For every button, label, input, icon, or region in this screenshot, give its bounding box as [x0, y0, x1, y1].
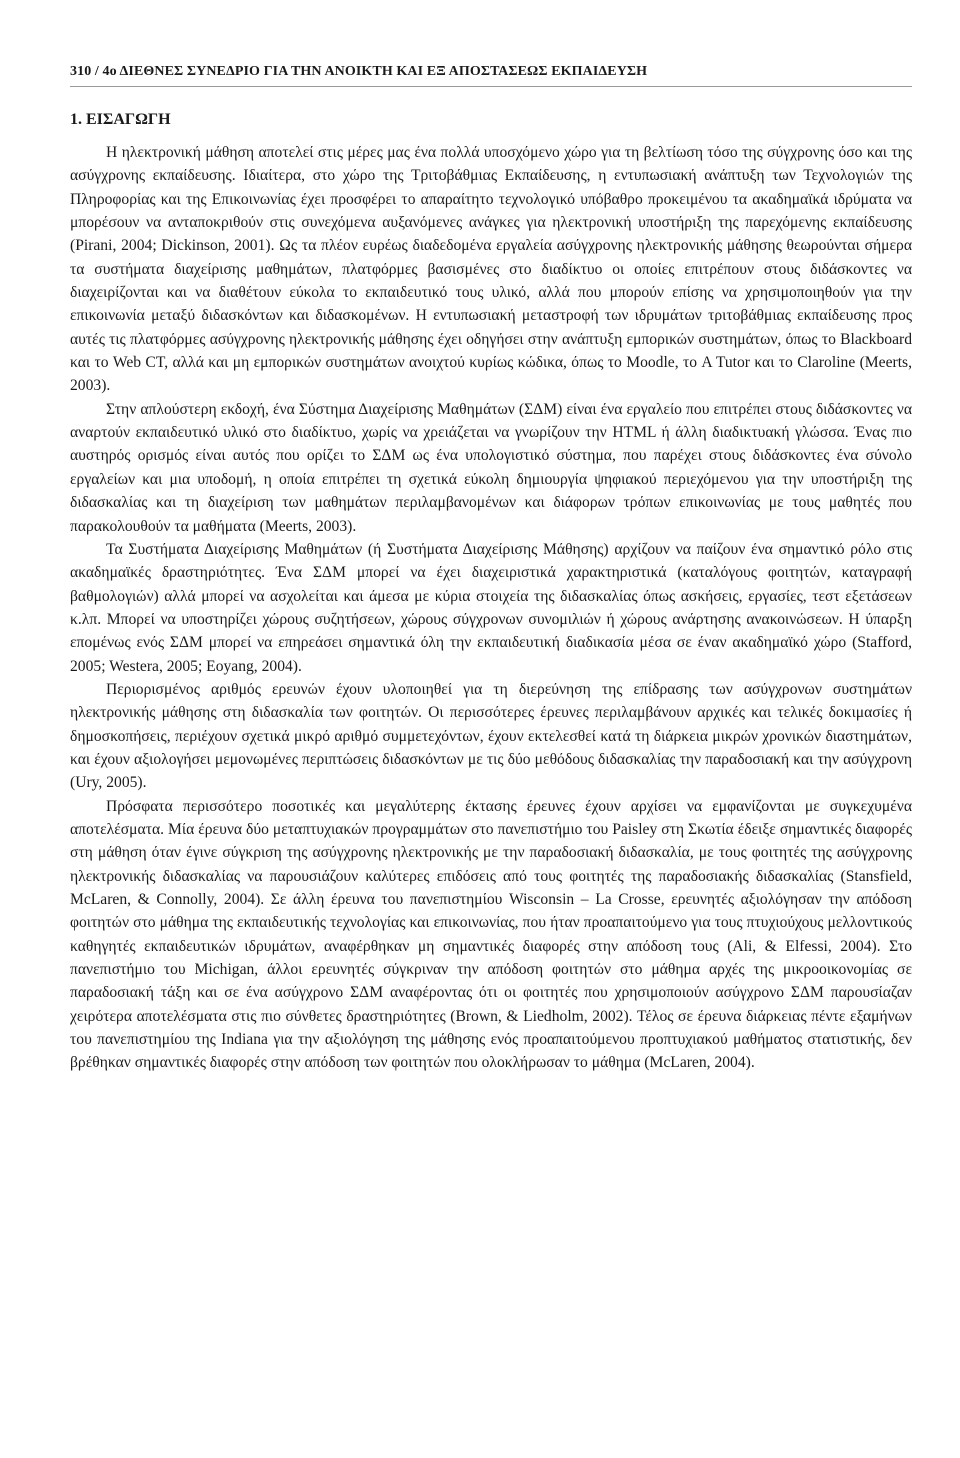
- body-text: [70, 141, 912, 1075]
- paragraph-recent-research: Πρόσφατα περισσότερο ποσοτικές και μεγαλύτερης έκτασης έρευνες έχουν αρχίσει να εμφανίζονται με συγκεχυμένα αποτελέσματα. Μία έρευνα δύο μεταπτυχιακών προγραμμάτων στο πανεπιστήμιο του Paisley στη Σκωτία έδειξε σημαντικές διαφορές στη μάθηση όταν έγινε σύγκριση της ασύγχρονης ηλεκτρονικής με την παραδοσιακή διδασκαλία, με τους φοιτητές της ασύγχρονης ηλεκτρονικής διδασκαλίας να παρουσιάζουν καλύτερες επιδόσεις από τους φοιτητές της παραδοσιακής διδασκαλίας (Stansfield, McLaren, & Connolly, 2004). Σε άλλη έρευνα του πανεπιστημίου Wisconsin – La Crosse, ερευνητές αξιολόγησαν την απόδοση φοιτητών στο μάθημα της εκπαιδευτικής τεχνολογίας και επικοινωνίας, που ήταν προαπαιτούμενο για τους πτυχιούχους μελλοντικούς καθηγητές εκπαιδευτικών ιδρυμάτων, αναφέρθηκαν μη σημαντικές διαφορές στην απόδοση τους (Ali, & Elfessi, 2004). Στο πανεπιστήμιο του Michigan, άλλοι ερευνητές σύγκριναν την απόδοση φοιτητών στο μάθημα αρχές της μικροοικονομίας σε παραδοσιακή τάξη και σε ένα ασύγχρονο ΣΔΜ αναφέροντας ότι οι φοιτητές που χρησιμοποιούν ασύγχρονο ΣΔΜ παρουσίαζαν χειρότερα αποτελέσματα στις πιο σύνθετες δραστηριότητες (Brown, & Liedholm, 2002). Τέλος σε έρευνα διάρκειας πέντε εξαμήνων του πανεπιστημίου της Indiana για την αξιολόγηση της μάθησης ενός προαπαιτούμενου προπτυχιακού μαθήματος στατιστικής, δεν βρέθηκαν σημαντικές διαφορές στην απόδοση των φοιτητών που ολοκλήρωσαν το μάθημα (McLaren, 2004).: [70, 797, 912, 1072]
- paragraph-intro: Η ηλεκτρονική μάθηση αποτελεί στις μέρες μας ένα πολλά υποσχόμενο χώρο για τη βελτίωση τόσο της σύγχρονης όσο και της ασύγχρονης εκπαίδευσης. Ιδιαίτερα, στο χώρο της Τριτοβάθμιας Εκπαίδευσης, η εντυπωσιακή ανάπτυξη των Τεχνολογιών της Πληροφορίας και της Επικοινωνίας έχει προσφέρει το απαραίτητο τεχνολογικό υπόβαθρο προκειμένου τα ακαδημαϊκά ιδρύματα να μπορέσουν να ανταποκριθούν στις συνεχόμενα αυξανόμενες ανάγκες για ηλεκτρονική υποστήριξη της παρεχόμενης εκπαίδευσης (Pirani, 2004; Dickinson, 2001). Ως τα πλέον ευρέως διαδεδομένα εργαλεία ασύγχρονης ηλεκτρονικής μάθησης θεωρούνται σήμερα τα συστήματα διαχείρισης μαθημάτων, πλατφόρμες βασισμένες στο διαδίκτυο οι οποίες επιτρέπουν στους διδάσκοντες να διαχειρίζονται και να διαθέτουν εύκολα το εκπαιδευτικό τους υλικό, αλλά που μπορούν επίσης να χρησιμοποιηθούν για την επικοινωνία μεταξύ διδασκόντων και διδασκομένων. Η εντυπωσιακή μεταστροφή των ιδρυμάτων τριτοβάθμιας εκπαίδευσης προς αυτές τις πλατφόρμες ασύγχρονης ηλεκτρονικής μάθησης έχει οδηγήσει στην ανάπτυξη εμπορικών συστημάτων, όπως το Blackboard και το Web CT, αλλά και μη εμπορικών συστημάτων ανοιχτού κυρίως κώδικα, όπως το Moodle, το A Tutor και το Claroline (Meerts, 2003).: [70, 144, 912, 395]
- section-title: 1. ΕΙΣΑΓΩΓΗ: [70, 111, 171, 128]
- paragraph-lms-definition: Στην απλούστερη εκδοχή, ένα Σύστημα Διαχείρισης Μαθημάτων (ΣΔΜ) είναι ένα εργαλείο που επιτρέπει στους διδάσκοντες να αναρτούν εκπαιδευτικό υλικό στο διαδίκτυο, χωρίς να χρειάζεται να γνωρίζουν την HTML ή άλλη διαδικτυακή γλώσσα. Ένας πιο αυστηρός ορισμός είναι αυτός που ορίζει το ΣΔΜ ως ένα υπολογιστικό σύστημα, που παρέχει στους διδάσκοντες ένα σύνολο εργαλείων και μια υποδομή, η οποία επιτρέπει τη σχετικά εύκολη δημιουργία ψηφιακού περιεχόμενου για την υποστήριξη της διδασκαλίας και τη διαχείριση των μαθημάτων περιλαμβανομένων και διάφορων τρόπων επικοινωνίας με τους μαθητές που παρακολουθούν τα μαθήματα (Meerts, 2003).: [70, 400, 912, 535]
- running-head: 310 / 4ο ΔΙΕΘΝΕΣ ΣΥΝΕΔΡΙΟ ΓΙΑ ΤΗΝ ΑΝΟΙΚΤΗ ΚΑΙ ΕΞ ΑΠΟΣΤΑΣΕΩΣ ΕΚΠΑΙΔΕΥΣΗ: [70, 64, 912, 87]
- page: [70, 64, 912, 1075]
- paragraph-limited-research: Περιορισμένος αριθμός ερευνών έχουν υλοποιηθεί για τη διερεύνηση της επίδρασης των ασύγχρονων συστημάτων ηλεκτρονικής μάθησης στη διδασκαλία των φοιτητών. Οι περισσότερες έρευνες περιλαμβάνουν αρχικές και τελικές δοκιμασίες ή δημοσκοπήσεις, περιέχουν σχετικά μικρό αριθμό συμμετεχόντων, έχουν εκτελεσθεί κατά τη διάρκεια μικρών χρονικών διαστημάτων, και έχουν αξιολογήσει μεμονωμένες περιπτώσεις διδασκόντων με τις δύο μεθόδους διδασκαλίας την παραδοσιακή και την ασύγχρονη (Ury, 2005).: [70, 680, 912, 792]
- paragraph-lms-role: Τα Συστήματα Διαχείρισης Μαθημάτων (ή Συστήματα Διαχείρισης Μάθησης) αρχίζουν να παίζουν ένα σημαντικό ρόλο στις ακαδημαϊκές δραστηριότητες. Ένα ΣΔΜ μπορεί να έχει διαχειριστικά χαρακτηριστικά (καταλόγους φοιτητών, καταγραφή βαθμολογιών) αλλά μπορεί να ασχολείται και άμεσα με κύρια στοιχεία της διδασκαλίας όπως ασκήσεις, εργασίες, τεστ εξετάσεων κ.λπ. Μπορεί να υποστηρίζει χώρους συζητήσεων, χώρους σύγχρονων συνομιλιών ή χώρους ανάρτησης ανακοινώσεων. Η ύπαρξη επομένως ενός ΣΔΜ μπορεί να επηρεάσει σημαντικά όλη την εκπαιδευτική διαδικασία μέσα σε έναν ακαδημαϊκό χώρο (Stafford, 2005; Westera, 2005; Eoyang, 2004).: [70, 540, 912, 675]
